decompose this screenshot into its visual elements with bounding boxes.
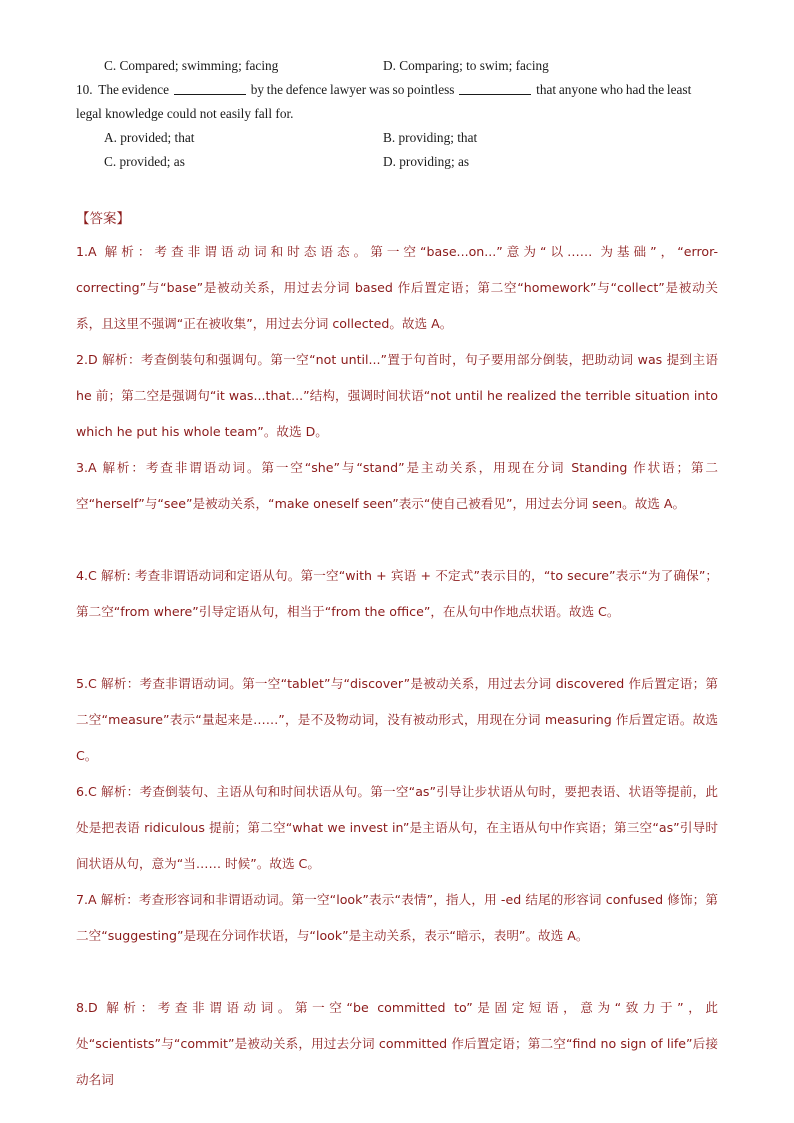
q9-option-d: D. Comparing; to swim; facing bbox=[383, 58, 549, 73]
answer-1: 1.A 解析：考查非谓语动词和时态语态。第一空“base...on...”意为“以…… 为基础”，“error-correcting”与“base”是被动关系，用过去分词 based 作后置定语；第二空“homework”与“collect”是被动关系，且这里不强调“正在被收集”，用过去分词 collected。故选 A。 bbox=[76, 244, 718, 331]
q10-stem-line-2: legal knowledge could not easily fall for. bbox=[76, 106, 294, 121]
q10-stem-line-1 bbox=[76, 82, 691, 98]
answer-3: 3.A 解析：考查非谓语动词。第一空“she”与“stand”是主动关系，用现在分词 Standing 作状语；第二空“herself”与“see”是被动关系，“make oneself seen”表示“使自己被看见”，用过去分词 seen。故选 A。 bbox=[76, 460, 718, 511]
q10-number: 10. bbox=[76, 82, 93, 97]
answer-5: 5.C 解析：考查非谓语动词。第一空“tablet”与“discover”是被动关系，用过去分词 discovered 作后置定语；第二空“measure”表示“量起来是……”，是不及物动词，没有被动形式，用现在分词 measuring 作后置定语。故选 C。 bbox=[76, 676, 718, 763]
q10-text-3: that anyone who had the least bbox=[536, 82, 692, 97]
q10-option-b: B. providing; that bbox=[383, 130, 478, 145]
answer-4: 4.C 解析: 考查非谓语动词和定语从句。第一空“with + 宾语 + 不定式”表示目的，“to secure”表示“为了确保”；第二空“from where”引导定语从句，相当于“from the office”，在从句中作地点状语。故选 C。 bbox=[76, 568, 718, 619]
answer-6: 6.C 解析：考查倒装句、主语从句和时间状语从句。第一空“as”引导让步状语从句时，要把表语、状语等提前，此处是把表语 ridiculous 提前；第二空“what we invest in”是主语从句，在主语从句中作宾语；第三空“as”引导时间状语从句，意为“当…… 时候”。故选 C。 bbox=[76, 784, 718, 871]
q10-text-1: The evidence bbox=[98, 82, 170, 97]
answer-8: 8.D 解析：考查非谓语动词。第一空“be committed to”是固定短语，意为“致力于”，此处“scientists”与“commit”是被动关系，用过去分词 committed 作后置定语；第二空“find no sign of life”后接动名词 bbox=[76, 1000, 718, 1087]
q10-text-2: by the defence lawyer was so pointless bbox=[250, 82, 455, 97]
answer-2: 2.D 解析：考查倒装句和强调句。第一空“not until...”置于句首时，句子要用部分倒装，把助动词 was 提到主语 he 前；第二空是强调句“it was...that...”结构，强调时间状语“not until he realized the terrible situation into which he put his whole team”。故选 D。 bbox=[76, 352, 718, 439]
answers-heading: 【答案】 bbox=[76, 211, 130, 227]
q10-blank-1 bbox=[174, 82, 246, 95]
q9-option-c: C. Compared; swimming; facing bbox=[104, 58, 279, 73]
q10-option-a: A. provided; that bbox=[104, 130, 195, 145]
q10-blank-2 bbox=[459, 82, 531, 95]
q10-option-d: D. providing; as bbox=[383, 154, 470, 169]
q10-option-c: C. provided; as bbox=[104, 154, 185, 169]
answer-7: 7.A 解析：考查形容词和非谓语动词。第一空“look”表示“表情”，指人，用 -ed 结尾的形容词 confused 修饰；第二空“suggesting”是现在分词作状语，与“look”是主动关系，表示“暗示，表明”。故选 A。 bbox=[76, 892, 718, 943]
